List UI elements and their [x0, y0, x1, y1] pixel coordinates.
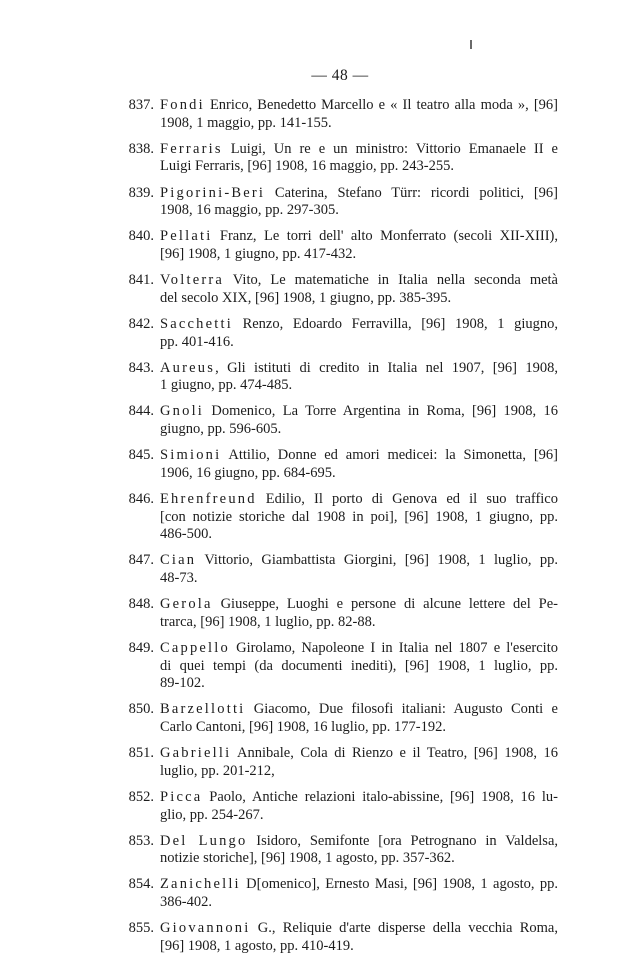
- scan-speck: [470, 40, 472, 49]
- entry-line: 1908, 1 maggio, pp. 141-155.: [160, 114, 332, 131]
- entry-text: [160, 185, 558, 220]
- entry-number: 842.: [128, 315, 154, 332]
- entry-line: 89-102.: [160, 675, 205, 692]
- entry-text: [160, 272, 558, 307]
- bibliography-entry: [0, 552, 633, 587]
- entry-line: trarca, [96] 1908, 1 luglio, pp. 82-88.: [160, 613, 376, 630]
- entry-number: 848.: [128, 596, 154, 613]
- entry-line-text: Giacomo, Due filosofi italiani: Augusto Conti e: [245, 701, 558, 718]
- entry-line-text: Edilio, Il porto di Genova ed il suo traffico: [256, 491, 558, 508]
- entry-line-text: Girolamo, Napoleone I in Italia nel 1807 e l'esercito: [229, 639, 558, 656]
- entry-author: Cappello: [160, 639, 230, 656]
- entry-line-text: Caterina, Stefano Türr: ricordi politici, [96]: [265, 184, 558, 201]
- bibliography-entry: [0, 360, 633, 395]
- entry-text: [160, 640, 558, 693]
- entry-line: [160, 920, 558, 938]
- entry-line: [160, 640, 558, 658]
- entry-line: [160, 789, 558, 807]
- entry-number: 850.: [128, 701, 154, 718]
- entry-text: [160, 920, 558, 955]
- entry-text: [160, 833, 558, 868]
- entry-number: 840.: [128, 228, 154, 245]
- entry-author: Del Lungo: [160, 832, 248, 849]
- entry-text: [160, 789, 558, 824]
- entry-line: pp. 401-416.: [160, 333, 234, 350]
- entry-line-text: Renzo, Edoardo Ferravilla, [96] 1908, 1 giugno,: [232, 315, 558, 332]
- entry-author: Gabrielli: [160, 745, 232, 762]
- bibliography-entry: [0, 920, 633, 955]
- entry-line: di quei tempi (da documenti inediti), [96] 1908, 1 luglio, pp.: [160, 657, 558, 674]
- bibliography-entry: [0, 491, 633, 544]
- entry-line: [160, 316, 558, 334]
- entry-line-text: G., Reliquie d'arte disperse della vecchia Roma,: [250, 920, 558, 937]
- entry-text: [160, 141, 558, 176]
- entry-line-text: Giuseppe, Luoghi e persone di alcune lettere del Pe-: [212, 596, 558, 613]
- entry-number: 852.: [128, 788, 154, 805]
- bibliography-entry: [0, 789, 633, 824]
- entry-text: [160, 447, 558, 482]
- entry-line-text: , Gli istituti di credito in Italia nel 1907, [96] 1908,: [215, 359, 558, 376]
- entry-number: 847.: [128, 552, 154, 569]
- entry-line: Luigi Ferraris, [96] 1908, 16 maggio, pp. 243-255.: [160, 158, 454, 175]
- entry-line: Carlo Cantoni, [96] 1908, 16 luglio, pp. 177-192.: [160, 718, 446, 735]
- bibliography-entry: [0, 228, 633, 263]
- entry-line: del secolo XIX, [96] 1908, 1 giugno, pp. 385-395.: [160, 289, 452, 306]
- entry-line: glio, pp. 254-267.: [160, 806, 264, 823]
- entry-number: 851.: [128, 745, 154, 762]
- entry-line: [96] 1908, 1 agosto, pp. 410-419.: [160, 937, 354, 954]
- bibliography-entry: [0, 403, 633, 438]
- bibliography-entry: [0, 97, 633, 132]
- entry-author: Sacchetti: [160, 315, 233, 332]
- entry-line-text: Vito, Le matematiche in Italia nella seconda metà: [224, 272, 558, 289]
- entry-text: [160, 360, 558, 395]
- entry-author: Gerola: [160, 596, 213, 613]
- bibliography-list: [0, 97, 633, 964]
- entry-line: [160, 552, 558, 570]
- entry-line-text: Enrico, Benedetto Marcello e « Il teatro alla moda », [96]: [204, 97, 558, 113]
- entry-line: [160, 360, 558, 378]
- entry-text: [160, 316, 558, 351]
- entry-line-text: Luigi, Un re e un ministro: Vittorio Emanaele II e: [222, 140, 558, 157]
- entry-author: Ehrenfreund: [160, 491, 257, 508]
- entry-line: [160, 701, 558, 719]
- entry-line: giugno, pp. 596-605.: [160, 421, 282, 438]
- entry-line: [160, 745, 558, 763]
- entry-line-text: Franz, Le torri dell' alto Monferrato (secoli XII-XIII),: [212, 228, 558, 245]
- entry-line: 1908, 16 maggio, pp. 297-305.: [160, 202, 339, 219]
- entry-line: notizie storiche], [96] 1908, 1 agosto, pp. 357-362.: [160, 850, 455, 867]
- entry-text: [160, 876, 558, 911]
- entry-author: Gnoli: [160, 403, 205, 420]
- entry-author: Ferraris: [160, 140, 223, 157]
- entry-number: 844.: [128, 403, 154, 420]
- bibliography-entry: [0, 316, 633, 351]
- bibliography-entry: [0, 141, 633, 176]
- entry-author: Aureus: [160, 359, 216, 376]
- entry-line: [160, 491, 558, 509]
- entry-line: luglio, pp. 201-212,: [160, 762, 275, 779]
- bibliography-entry: [0, 640, 633, 693]
- entry-text: [160, 552, 558, 587]
- entry-line: [160, 833, 558, 851]
- entry-author: Volterra: [160, 272, 225, 289]
- entry-author: Zanichelli: [160, 876, 241, 893]
- entry-author: Pellati: [160, 228, 213, 245]
- entry-line: [160, 228, 558, 246]
- entry-author: Fondi: [160, 97, 205, 113]
- entry-number: 838.: [128, 140, 154, 157]
- entry-line-text: Vittorio, Giambattista Giorgini, [96] 1908, 1 luglio, pp.: [196, 552, 558, 569]
- entry-number: 854.: [128, 876, 154, 893]
- entry-line: 486-500.: [160, 526, 212, 543]
- bibliography-entry: [0, 833, 633, 868]
- entry-text: [160, 228, 558, 263]
- entry-line: [160, 447, 558, 465]
- entry-author: Pigorini-Beri: [160, 184, 266, 201]
- entry-number: 845.: [128, 447, 154, 464]
- page-number: — 48 —: [311, 67, 369, 84]
- entry-number: 837.: [128, 97, 154, 113]
- entry-number: 843.: [128, 359, 154, 376]
- entry-text: [160, 491, 558, 544]
- entry-line-text: D[omenico], Ernesto Masi, [96] 1908, 1 agosto, pp.: [240, 876, 558, 893]
- bibliography-entry: [0, 447, 633, 482]
- bibliography-entry: [0, 185, 633, 220]
- bibliography-entry: [0, 745, 633, 780]
- entry-author: Picca: [160, 788, 203, 805]
- entry-line: [160, 97, 558, 115]
- entry-number: 846.: [128, 491, 154, 508]
- entry-text: [160, 701, 558, 736]
- bibliography-entry: [0, 701, 633, 736]
- entry-line-text: Annibale, Cola di Rienzo e il Teatro, [96] 1908, 16: [231, 745, 558, 762]
- entry-text: [160, 97, 558, 132]
- entry-text: [160, 403, 558, 438]
- entry-line: [160, 185, 558, 203]
- entry-line: [160, 403, 558, 421]
- bibliography-entry: [0, 596, 633, 631]
- entry-number: 855.: [128, 920, 154, 937]
- entry-line: 48-73.: [160, 570, 198, 586]
- entry-number: 853.: [128, 832, 154, 849]
- entry-line: [160, 876, 558, 894]
- bibliography-entry: [0, 876, 633, 911]
- entry-number: 841.: [128, 272, 154, 289]
- entry-text: [160, 745, 558, 780]
- entry-author: Cian: [160, 552, 197, 569]
- entry-author: Simioni: [160, 447, 222, 464]
- entry-line: [160, 272, 558, 290]
- entry-line: [con notizie storiche dal 1908 in poi], [96] 1908, 1 giugno, pp.: [160, 508, 558, 525]
- entry-author: Giovannoni: [160, 920, 251, 937]
- entry-number: 849.: [128, 639, 154, 656]
- bibliography-entry: [0, 272, 633, 307]
- entry-line: 1906, 16 giugno, pp. 684-695.: [160, 464, 336, 481]
- entry-line: 386-402.: [160, 894, 212, 911]
- entry-line: 1 giugno, pp. 474-485.: [160, 377, 293, 394]
- entry-line-text: Isidoro, Semifonte [ora Petrognano in Valdelsa,: [247, 832, 559, 849]
- entry-line: [96] 1908, 1 giugno, pp. 417-432.: [160, 245, 357, 262]
- entry-line-text: Domenico, La Torre Argentina in Roma, [96] 1908, 16: [204, 403, 558, 420]
- entry-line-text: Attilio, Donne ed amori medicei: la Simonetta, [96]: [221, 447, 558, 464]
- entry-line: [160, 141, 558, 159]
- entry-number: 839.: [128, 184, 154, 201]
- entry-line: [160, 596, 558, 614]
- entry-line-text: Paolo, Antiche relazioni italo-abissine, [96] 1908, 16 lu-: [202, 788, 558, 805]
- entry-author: Barzellotti: [160, 701, 246, 718]
- entry-text: [160, 596, 558, 631]
